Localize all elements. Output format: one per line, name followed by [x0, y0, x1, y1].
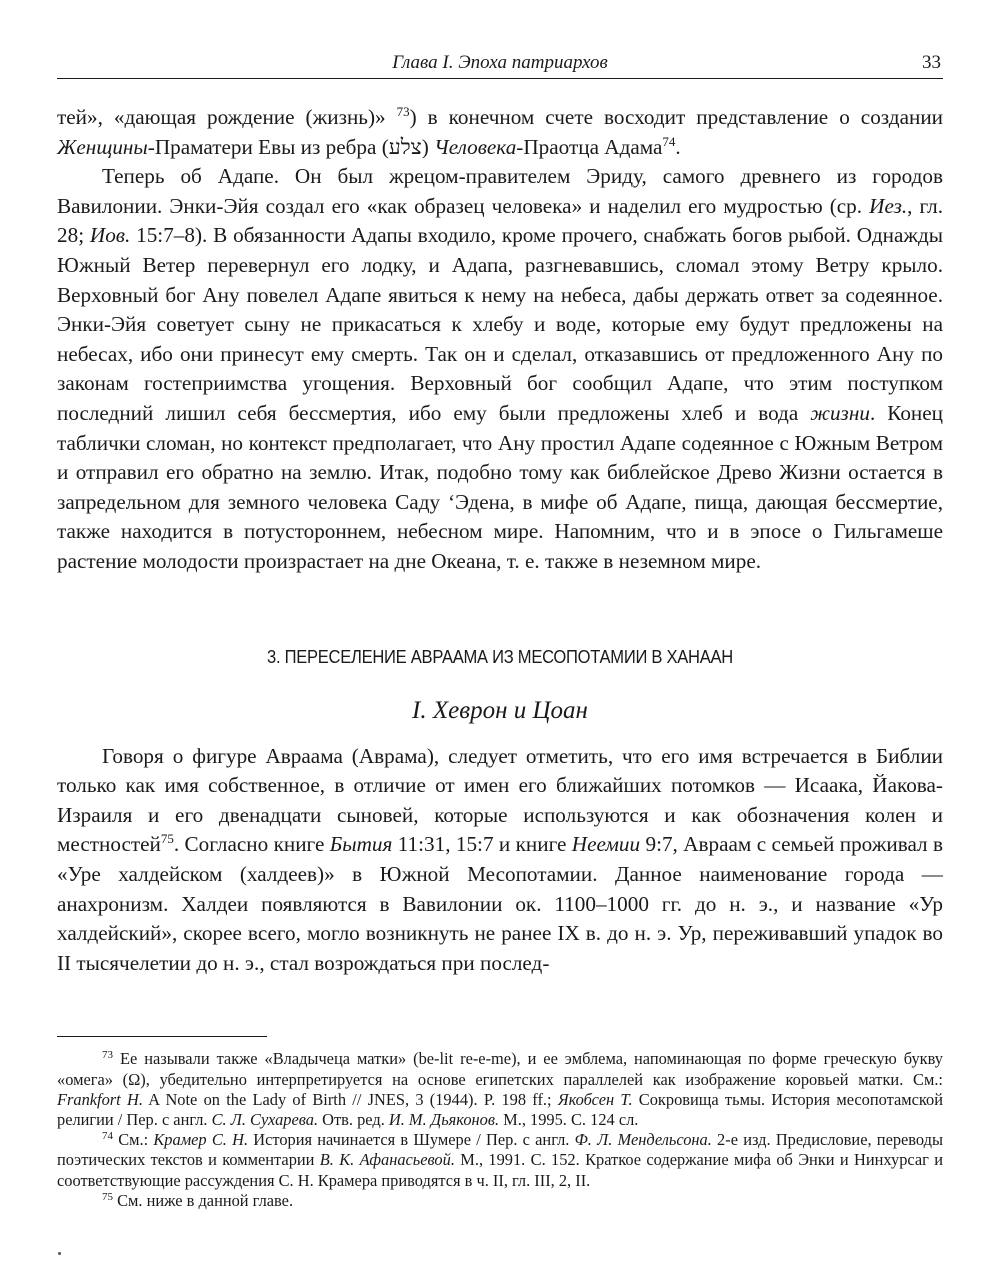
text-run: Сокровища тьмы. История месопотамской религии / Пер. с англ.: [57, 1089, 943, 1130]
page-number: 33: [922, 52, 941, 73]
italic-run: В. К. Афанасьевой.: [319, 1150, 455, 1170]
running-title: Глава I. Эпоха патриархов: [392, 52, 608, 73]
footnote-74: [57, 1130, 943, 1191]
footnote-separator: [57, 1036, 267, 1037]
text-run: . Согласно книге: [173, 832, 330, 857]
italic-run: Якобсен Т.: [557, 1089, 633, 1109]
text-run: ) в конечном счете восходит представление о создании: [409, 105, 943, 129]
subsection-title: I. Хеврон и Цоан: [412, 697, 588, 725]
text-run: Теперь об Адапе. Он был жрецом-правителем Эриду, самого древнего из городов Вавилонии. Энки-Эйя создал его «как образец человека» и наделил его мудростью (ср.: [57, 164, 943, 218]
italic-run: Женщины: [57, 134, 148, 159]
text-run: История начинается в Шумере / Пер. с англ.: [248, 1130, 575, 1150]
text-run: 2-е изд. Предисловие, переводы поэтических текстов и комментарии: [57, 1130, 944, 1170]
italic-run: Ф. Л. Мендельсона.: [574, 1130, 712, 1150]
text-run: , гл. 28;: [57, 193, 944, 248]
text-run: См.:: [113, 1130, 154, 1150]
text-run: Ее называли также «Владычеца матки» (be-lit re-e-me), и ее эмблема, напоминающая по форме греческую букву «омега» (Ω), убедительно интерпретируется на основе египетских параллелей как изображение коровьей матки. См.:: [57, 1049, 943, 1089]
text-run: Говоря о фигуре Авраама (Аврама), следует отметить, что его имя встречается в Библии только как имя собственное, в отличие от имен его ближайших потомков — Исаака, Йакова-Израиля и его двенадцати сыновей, которые используются и как обозначения колен и местностей: [57, 743, 943, 857]
text-run: 15:7–8). В обязанности Адапы входило, кроме прочего, снабжать богов рыбой. Однажды Южный Ветер перевернул его лодку, и Адапа, разгневавшись, сломал этому Ветру крыло. Верховный бог Ану повелел Адапе явиться к нему на небеса, дабы держать ответ за содеянное. Энки-Эйя советует сыну не прикасаться к хлебу и воде, которые ему будут предложены на небесах, ибо они принесут ему смерть. Так он и сделал, отказавшись от предложенного Ану по законам гостеприимства угощения. Верховный бог сообщил Адапе, что этим поступком последний лишил себя бессмертия, ибо ему были предложены хлеб и вода: [57, 223, 943, 425]
footnote-73: [57, 1049, 943, 1130]
text-run: .: [675, 134, 681, 159]
text-run: ): [421, 134, 435, 159]
footnote-number: 74: [102, 1130, 113, 1143]
section-title: 3. ПЕРЕСЕЛЕНИЕ АВРААМА ИЗ МЕСОПОТАМИИ В ХАНААН: [267, 646, 733, 667]
main-text: [57, 103, 943, 978]
footnote-number: 75: [102, 1190, 113, 1203]
italic-run: Иез.: [869, 193, 908, 218]
footnote-number: 73: [102, 1049, 113, 1062]
footnote-ref-74[interactable]: 74: [662, 133, 676, 149]
running-header: [57, 48, 943, 79]
italic-run: Крамер С. Н.: [153, 1130, 249, 1150]
text-run: Отв. ред.: [318, 1110, 389, 1130]
page: [57, 48, 943, 1211]
footnote-75: [57, 1191, 943, 1211]
text-run: -Праотца Адама: [516, 134, 663, 159]
italic-run: Frankfort H.: [57, 1089, 143, 1109]
text-run: 9:7, Авраам с семьей проживал в «Уре халдейском (халдеев)» в Южной Месопотамии. Данное наименование города — анахронизм. Халдеи появляются в Вавилонии ок. 1100–1000 гг. до н. э., и название «Ур халдейский», скорее всего, могло возникнуть не ранее IX в. до н. э. Ур, переживавший упадок во II тысячелетии до н. э., стал возрождаться при послед-: [57, 832, 943, 975]
paragraph-2: [57, 162, 943, 576]
footnote-ref-75[interactable]: 75: [160, 831, 174, 847]
italic-run: жизни: [810, 400, 870, 425]
hebrew-word: צלע: [388, 134, 422, 159]
scan-speck: [58, 1252, 61, 1255]
text-run: -Праматери Евы из ребра (: [147, 134, 389, 159]
text-run: См. ниже в данной главе.: [113, 1190, 294, 1210]
text-run: A Note on the Lady of Birth // JNES, 3 (1944). P. 198 ff.;: [142, 1089, 558, 1109]
text-run: 11:31, 15:7 и книге: [392, 832, 572, 857]
italic-run: И. М. Дьяконов.: [388, 1110, 500, 1130]
footnotes: [57, 1049, 943, 1211]
paragraph-3: [57, 742, 943, 979]
text-run: тей», «дающая рождение (жизнь)»: [57, 105, 397, 129]
text-run: М., 1991. С. 152. Краткое содержание мифа об Энки и Нинхурсаг и соответствующие рассуждения С. Н. Крамера приводятся в ч. II, гл. III, 2, II.: [57, 1150, 943, 1190]
text-run: . Конец таблички сломан, но контекст предполагает, что Ану простил Адапе содеянное с Южным Ветром и отправил его обратно на землю. Итак, подобно тому как библейское Древо Жизни остается в запредельном для земного человека Саду ‘Эдена, в мифе об Адапе, пища, дающая бессмертие, также находится в потустороннем, небесном мире. Напомним, что и в эпосе о Гильгамеше растение молодости произрастает на дне Океана, т. е. также в неземном мире.: [57, 400, 943, 573]
italic-run: Бытия: [329, 832, 393, 857]
paragraph-1: [57, 103, 943, 162]
italic-run: Неемии: [571, 832, 641, 857]
italic-run: С. Л. Сухарева.: [211, 1110, 319, 1130]
italic-run: Иов.: [89, 223, 131, 248]
text-run: М., 1995. С. 124 сл.: [499, 1110, 639, 1130]
footnote-ref-73[interactable]: 73: [396, 104, 410, 119]
italic-run: Человека: [434, 134, 517, 159]
